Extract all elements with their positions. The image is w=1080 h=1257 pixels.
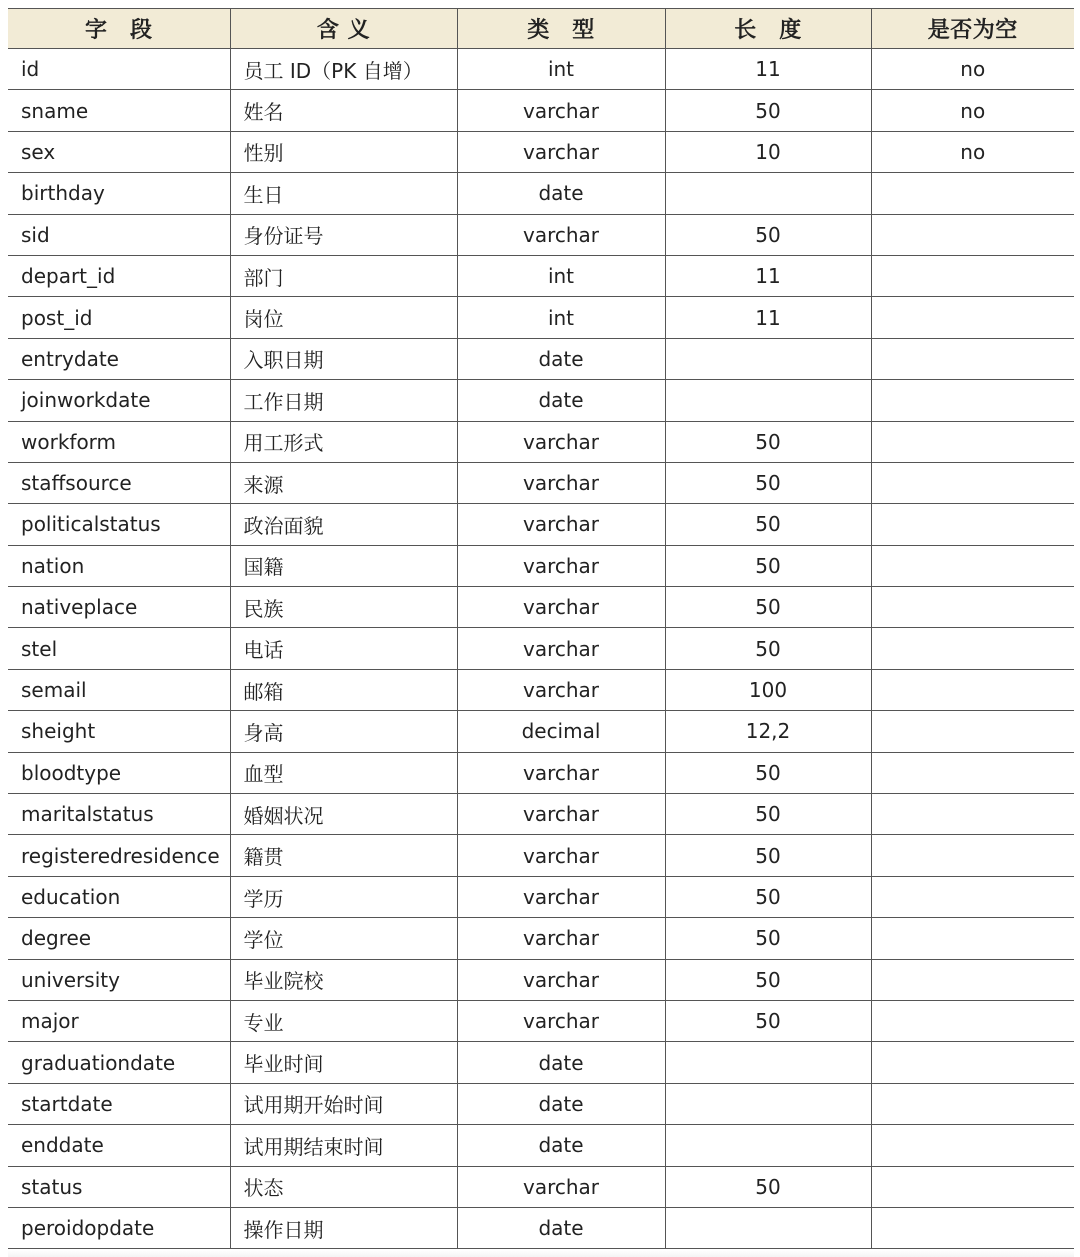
schema-table-wrapper: [8, 8, 1074, 1249]
cell-nullable: [871, 504, 1074, 545]
cell-meaning: 毕业时间: [230, 1042, 457, 1083]
cell-type: varchar: [457, 462, 665, 503]
cell-type: int: [457, 255, 665, 296]
cell-field: joinworkdate: [8, 380, 230, 421]
cell-field: nativeplace: [8, 587, 230, 628]
cell-type: date: [457, 1083, 665, 1124]
table-row: [8, 255, 1074, 296]
cell-nullable: [871, 1207, 1074, 1248]
cell-type: date: [457, 1207, 665, 1248]
table-row: [8, 835, 1074, 876]
cell-type: date: [457, 338, 665, 379]
cell-length: 50: [665, 794, 871, 835]
cell-meaning: 工作日期: [230, 380, 457, 421]
cell-nullable: [871, 794, 1074, 835]
cell-type: varchar: [457, 876, 665, 917]
cell-meaning: 姓名: [230, 90, 457, 131]
cell-field: stel: [8, 628, 230, 669]
page-bottom-edge: [8, 1250, 1074, 1257]
cell-nullable: [871, 214, 1074, 255]
cell-nullable: no: [871, 90, 1074, 131]
table-row: [8, 1000, 1074, 1041]
table-row: [8, 90, 1074, 131]
table-row: [8, 1042, 1074, 1083]
cell-field: status: [8, 1166, 230, 1207]
cell-length: 50: [665, 421, 871, 462]
cell-type: int: [457, 297, 665, 338]
table-row: [8, 504, 1074, 545]
cell-meaning: 员工 ID（PK 自增）: [230, 49, 457, 90]
cell-meaning: 试用期开始时间: [230, 1083, 457, 1124]
cell-field: birthday: [8, 173, 230, 214]
cell-length: [665, 1083, 871, 1124]
table-body: [8, 49, 1074, 1249]
table-row: [8, 794, 1074, 835]
cell-length: 11: [665, 49, 871, 90]
cell-meaning: 籍贯: [230, 835, 457, 876]
cell-type: date: [457, 1125, 665, 1166]
cell-field: staffsource: [8, 462, 230, 503]
header-row: [8, 9, 1074, 49]
cell-meaning: 民族: [230, 587, 457, 628]
cell-length: 10: [665, 131, 871, 172]
header-nullable: 是否为空: [871, 9, 1074, 49]
cell-nullable: [871, 752, 1074, 793]
cell-type: varchar: [457, 794, 665, 835]
table-row: [8, 1166, 1074, 1207]
cell-meaning: 学历: [230, 876, 457, 917]
header-type: 类 型: [457, 9, 665, 49]
table-row: [8, 1207, 1074, 1248]
cell-field: enddate: [8, 1125, 230, 1166]
cell-type: varchar: [457, 587, 665, 628]
cell-type: varchar: [457, 90, 665, 131]
cell-meaning: 生日: [230, 173, 457, 214]
table-row: [8, 587, 1074, 628]
cell-length: 50: [665, 504, 871, 545]
cell-type: varchar: [457, 835, 665, 876]
table-row: [8, 1125, 1074, 1166]
cell-length: 50: [665, 628, 871, 669]
cell-nullable: [871, 173, 1074, 214]
cell-type: date: [457, 1042, 665, 1083]
table-row: [8, 1083, 1074, 1124]
cell-length: 50: [665, 90, 871, 131]
table-row: [8, 711, 1074, 752]
cell-length: 11: [665, 255, 871, 296]
cell-type: varchar: [457, 918, 665, 959]
cell-meaning: 毕业院校: [230, 959, 457, 1000]
cell-meaning: 邮箱: [230, 669, 457, 710]
cell-length: 11: [665, 297, 871, 338]
cell-nullable: [871, 338, 1074, 379]
cell-type: varchar: [457, 669, 665, 710]
cell-field: major: [8, 1000, 230, 1041]
header-meaning: 含 义: [230, 9, 457, 49]
cell-nullable: no: [871, 131, 1074, 172]
table-row: [8, 669, 1074, 710]
cell-field: peroidopdate: [8, 1207, 230, 1248]
cell-nullable: [871, 255, 1074, 296]
table-row: [8, 297, 1074, 338]
cell-length: 50: [665, 545, 871, 586]
cell-length: 50: [665, 1000, 871, 1041]
cell-nullable: [871, 1083, 1074, 1124]
cell-length: 12,2: [665, 711, 871, 752]
cell-nullable: no: [871, 49, 1074, 90]
cell-meaning: 操作日期: [230, 1207, 457, 1248]
table-row: [8, 628, 1074, 669]
cell-length: 50: [665, 214, 871, 255]
cell-type: varchar: [457, 628, 665, 669]
cell-field: education: [8, 876, 230, 917]
cell-meaning: 婚姻状况: [230, 794, 457, 835]
cell-type: varchar: [457, 1166, 665, 1207]
table-row: [8, 462, 1074, 503]
cell-nullable: [871, 1166, 1074, 1207]
cell-type: varchar: [457, 504, 665, 545]
cell-length: [665, 1042, 871, 1083]
cell-meaning: 政治面貌: [230, 504, 457, 545]
cell-length: 50: [665, 587, 871, 628]
cell-type: varchar: [457, 545, 665, 586]
cell-nullable: [871, 380, 1074, 421]
cell-meaning: 血型: [230, 752, 457, 793]
table-row: [8, 214, 1074, 255]
cell-length: [665, 338, 871, 379]
cell-field: workform: [8, 421, 230, 462]
cell-type: date: [457, 173, 665, 214]
cell-meaning: 专业: [230, 1000, 457, 1041]
cell-meaning: 用工形式: [230, 421, 457, 462]
cell-field: sid: [8, 214, 230, 255]
table-row: [8, 545, 1074, 586]
cell-length: [665, 1125, 871, 1166]
cell-length: [665, 173, 871, 214]
cell-type: varchar: [457, 959, 665, 1000]
cell-field: university: [8, 959, 230, 1000]
cell-meaning: 身份证号: [230, 214, 457, 255]
cell-nullable: [871, 297, 1074, 338]
cell-field: sex: [8, 131, 230, 172]
table-row: [8, 421, 1074, 462]
cell-length: 50: [665, 876, 871, 917]
cell-field: graduationdate: [8, 1042, 230, 1083]
cell-meaning: 状态: [230, 1166, 457, 1207]
cell-type: decimal: [457, 711, 665, 752]
table-row: [8, 131, 1074, 172]
cell-type: date: [457, 380, 665, 421]
cell-meaning: 身高: [230, 711, 457, 752]
table-row: [8, 959, 1074, 1000]
cell-nullable: [871, 587, 1074, 628]
cell-field: nation: [8, 545, 230, 586]
cell-type: varchar: [457, 214, 665, 255]
cell-nullable: [871, 1000, 1074, 1041]
cell-field: degree: [8, 918, 230, 959]
table-row: [8, 918, 1074, 959]
cell-length: 50: [665, 462, 871, 503]
cell-field: bloodtype: [8, 752, 230, 793]
cell-field: id: [8, 49, 230, 90]
cell-meaning: 性别: [230, 131, 457, 172]
cell-nullable: [871, 669, 1074, 710]
cell-meaning: 学位: [230, 918, 457, 959]
cell-nullable: [871, 711, 1074, 752]
cell-nullable: [871, 835, 1074, 876]
table-row: [8, 380, 1074, 421]
cell-field: depart_id: [8, 255, 230, 296]
cell-length: 50: [665, 835, 871, 876]
cell-nullable: [871, 545, 1074, 586]
table-row: [8, 876, 1074, 917]
header-length: 长 度: [665, 9, 871, 49]
cell-meaning: 来源: [230, 462, 457, 503]
cell-type: varchar: [457, 1000, 665, 1041]
cell-nullable: [871, 1042, 1074, 1083]
cell-field: post_id: [8, 297, 230, 338]
cell-field: semail: [8, 669, 230, 710]
cell-field: entrydate: [8, 338, 230, 379]
cell-nullable: [871, 628, 1074, 669]
cell-field: registeredresidence: [8, 835, 230, 876]
employee-schema-table: [8, 8, 1074, 1249]
cell-type: int: [457, 49, 665, 90]
cell-length: 50: [665, 959, 871, 1000]
table-row: [8, 49, 1074, 90]
cell-length: [665, 1207, 871, 1248]
cell-length: 100: [665, 669, 871, 710]
cell-nullable: [871, 421, 1074, 462]
cell-field: sname: [8, 90, 230, 131]
cell-meaning: 试用期结束时间: [230, 1125, 457, 1166]
cell-field: maritalstatus: [8, 794, 230, 835]
cell-type: varchar: [457, 131, 665, 172]
cell-length: [665, 380, 871, 421]
table-row: [8, 173, 1074, 214]
cell-length: 50: [665, 1166, 871, 1207]
cell-length: 50: [665, 918, 871, 959]
cell-nullable: [871, 918, 1074, 959]
cell-meaning: 国籍: [230, 545, 457, 586]
cell-type: varchar: [457, 421, 665, 462]
cell-nullable: [871, 1125, 1074, 1166]
cell-nullable: [871, 959, 1074, 1000]
cell-meaning: 岗位: [230, 297, 457, 338]
cell-field: startdate: [8, 1083, 230, 1124]
cell-nullable: [871, 876, 1074, 917]
cell-field: sheight: [8, 711, 230, 752]
cell-length: 50: [665, 752, 871, 793]
cell-meaning: 电话: [230, 628, 457, 669]
table-row: [8, 752, 1074, 793]
cell-meaning: 入职日期: [230, 338, 457, 379]
header-field: 字 段: [8, 9, 230, 49]
cell-type: varchar: [457, 752, 665, 793]
cell-field: politicalstatus: [8, 504, 230, 545]
table-row: [8, 338, 1074, 379]
cell-meaning: 部门: [230, 255, 457, 296]
cell-nullable: [871, 462, 1074, 503]
